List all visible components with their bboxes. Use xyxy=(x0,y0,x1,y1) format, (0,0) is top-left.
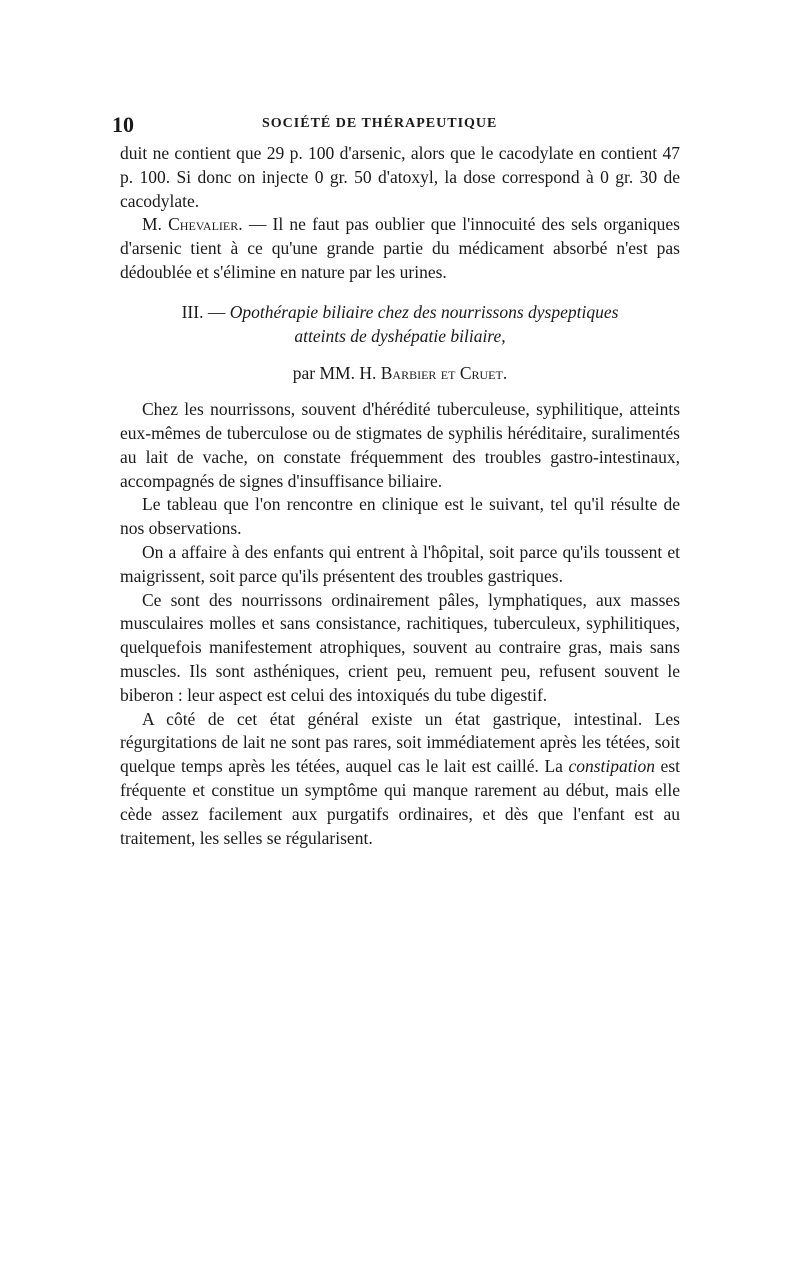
section-title-line2: atteints de dyshépatie biliaire, xyxy=(294,325,506,346)
paragraph-nourrissons: Chez les nourrissons, souvent d'hérédité tuberculeuse, syphilitique, atteints eux-mêmes de tuberculose ou de stigmates de syphilis héréditaire, suralimentés au lait de vache, on constate fréquemment des troubles gastro-intestinaux, accompagnés de signes d'insuffisance biliaire. xyxy=(120,399,680,491)
byline-prefix: par MM. H. xyxy=(292,363,377,384)
byline-authors: Barbier et Cruet. xyxy=(380,363,508,384)
section-number: III. — xyxy=(181,301,226,322)
paragraph-chevalier xyxy=(120,213,680,284)
paragraph-arsenic-content: duit ne contient que 29 p. 100 d'arsenic, alors que le cacodylate en contient 47 p. 100. Si donc on injecte 0 gr. 50 d'atoxyl, la dose correspond à 0 gr. 30 de cacodylate. xyxy=(120,143,680,211)
etat-gastrique-text-2: est fréquente et constitue un symptôme qui manque rarement au début, mais elle cède assez facilement aux purgatifs ordinaires, et dès que l'enfant est au traitement, les selles se régularisent. xyxy=(120,756,680,848)
section-title xyxy=(120,301,680,349)
etat-gastrique-text-1: A côté de cet état général existe un état gastrique, intestinal. Les régurgitations de lait ne sont pas rares, soit immédiatement après les tétées, soit quelque temps après les tétées, auquel cas le lait est caillé. La xyxy=(120,708,680,777)
section-title-line1: Opothérapie biliaire chez des nourrissons dyspeptiques xyxy=(229,301,619,322)
running-title: SOCIÉTÉ DE THÉRAPEUTIQUE xyxy=(262,116,498,131)
constipation-term: constipation xyxy=(568,756,655,777)
page-number: 10 xyxy=(112,112,134,137)
paragraph-description: Ce sont des nourrissons ordinairement pâles, lymphatiques, aux masses musculaires molles et sans consistance, rachitiques, tuberculeux, syphilitiques, quelquefois manifestement atrophiques, souvent au contraire gras, mais sans muscles. Ils sont asthéniques, crient peu, remuent peu, refusent souvent le biberon : leur aspect est celui des intoxiqués du tube digestif. xyxy=(120,589,680,705)
byline xyxy=(120,362,680,386)
paragraph-etat-gastrique xyxy=(120,708,680,851)
speaker-name: M. Chevalier. xyxy=(142,214,243,235)
paragraph-enfants: On a affaire à des enfants qui entrent à l'hôpital, soit parce qu'ils toussent et maigrissent, soit parce qu'ils présentent des troubles gastriques. xyxy=(120,541,680,586)
paragraph-tableau: Le tableau que l'on rencontre en clinique est le suivant, tel qu'il résulte de nos observations. xyxy=(120,494,680,539)
page xyxy=(112,112,680,850)
speaker-remark: — Il ne faut pas oublier que l'innocuité des sels organiques d'arsenic tient à ce qu'une grande partie du médicament absorbé n'est pas dédoublée et s'élimine en nature par les urines. xyxy=(120,214,680,282)
running-head xyxy=(112,112,680,142)
